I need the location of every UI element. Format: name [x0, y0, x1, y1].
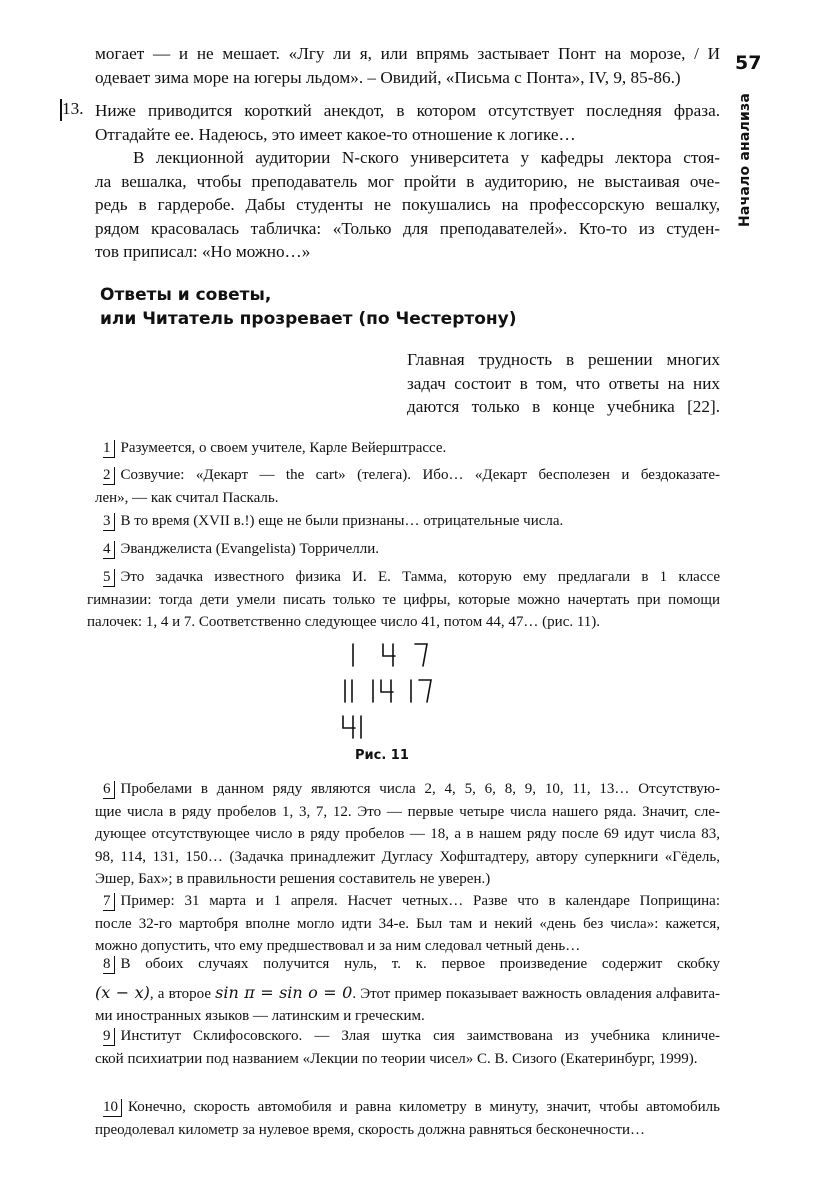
- text-line: [95, 437, 720, 460]
- text-line: [95, 890, 720, 913]
- answer-3: [95, 510, 720, 533]
- text-line: после 32-го мартобря вполне могло идти 34-е. Был там и некий «день без числа»: кажется,: [95, 915, 720, 932]
- figure-caption: Рис. 11: [355, 748, 409, 763]
- answer-6: [95, 778, 720, 891]
- answer-text: Это задачка известного физика И. Е. Тамма, которую ему предлагали в 1 классе: [120, 569, 720, 585]
- answer-9: [95, 1025, 720, 1070]
- text-line: [95, 778, 720, 801]
- problem-13-story: [95, 146, 720, 264]
- answer-8: [95, 953, 720, 1028]
- math-expression: sin π = sin o = 0: [215, 982, 353, 1002]
- text-line: [95, 1025, 720, 1048]
- answer-text: Институт Склифосовского. — Злая шутка сия заимствована из учебника клиниче-: [120, 1028, 720, 1044]
- text-line: [95, 1096, 720, 1119]
- answer-2: [95, 464, 720, 509]
- problem-number: 13.: [62, 99, 84, 118]
- text-line: [95, 982, 720, 1006]
- text-line: 98, 114, 131, 150… (Задачка принадлежит Дугласу Хофштадтеру, автору суперкниги «Гёдель,: [95, 848, 720, 865]
- section-title-line: Ответы и советы,: [100, 285, 272, 305]
- text-line: рядом красовалась табличка: «Только для преподавателей». Кто-то из студен-: [95, 218, 720, 238]
- text-line: лен», — как считал Паскаль.: [95, 489, 279, 506]
- answer-number: 6: [103, 781, 115, 799]
- running-head-text: Начало анализа: [737, 93, 754, 227]
- answer-7: [95, 890, 720, 958]
- answer-text: Пробелами в данном ряду являются числа 2, 4, 5, 6, 8, 9, 10, 11, 13… Отсутствую-: [120, 781, 720, 797]
- answer-10: [95, 1096, 720, 1141]
- answer-text: Пример: 31 марта и 1 апреля. Насчет четных… Разве что в календаре Поприщина:: [120, 893, 720, 909]
- text-line: В лекционной аудитории N-ского университета у кафедры лектора стоя-: [133, 148, 720, 167]
- answer-number: 9: [103, 1028, 115, 1046]
- text-line: гимназии: тогда дети умели писать только те цифры, которые можно начертать при помощи: [87, 591, 720, 608]
- text-line: [95, 538, 720, 561]
- text-line: [95, 566, 720, 589]
- answer-text: Конечно, скорость автомобиля и равна километру в минуту, значит, чтобы автомобиль: [128, 1099, 720, 1115]
- section-title: [100, 283, 517, 331]
- epigraph-line: задач состоит в том, что ответы на них: [407, 373, 720, 393]
- answer-number: 8: [103, 956, 115, 974]
- answer-number: 1: [103, 440, 115, 458]
- running-head: [730, 90, 760, 230]
- section-title-line: или Читатель прозревает (по Честертону): [100, 309, 517, 329]
- text-line: ла вешалка, чтобы преподаватель мог пройти в аудиторию, не выстаивая оче-: [95, 171, 720, 191]
- text-line: [95, 510, 720, 533]
- text-line: дующее отсутствующее число в ряду пробелов — 18, а в нашем ряду после 69 идут числа 83,: [95, 826, 720, 842]
- answer-text: . Этот пример показывает важность овладения алфавита-: [352, 985, 721, 1002]
- page-number: 57: [735, 52, 762, 74]
- epigraph-line: даются только в конце учебника [22].: [407, 397, 720, 416]
- answer-text: Разумеется, о своем учителе, Карле Вейерштрассе.: [120, 440, 447, 456]
- problem-13-text: [95, 99, 720, 146]
- answer-1: [95, 437, 720, 460]
- epigraph: [407, 348, 720, 419]
- text-line: могает — и не мешает. «Лгу ли я, или впрямь застывает Понт на морозе, / И: [95, 44, 720, 63]
- text-line: преодолевал километр за нулевое время, скорость должна равняться бесконечности…: [95, 1121, 646, 1138]
- answer-number: 2: [103, 467, 115, 485]
- answer-number: 5: [103, 569, 115, 587]
- figure-11-stick-numerals: [335, 640, 455, 740]
- answer-number: 10: [103, 1099, 122, 1117]
- answer-4: [95, 538, 720, 561]
- text-line: щие числа в ряду пробелов 1, 3, 7, 12. Это — первые четыре числа нашего ряда. Значит, сле-: [95, 803, 720, 820]
- text-line: [95, 464, 720, 487]
- text-line: палочек: 1, 4 и 7. Соответственно следующее число 41, потом 44, 47… (рис. 11).: [87, 614, 601, 630]
- answer-text: Эванджелиста (Evangelista) Торричелли.: [120, 541, 379, 557]
- text-line: Отгадайте ее. Надеюсь, это имеет какое-то отношение к логике…: [95, 124, 576, 144]
- text-line: тов приписал: «Но можно…»: [95, 242, 311, 261]
- answer-5: [87, 566, 720, 634]
- math-expression: (x − x): [95, 982, 150, 1002]
- text-line: можно допустить, что ему предшествовал и за ним следовал четный день…: [95, 938, 581, 954]
- text-line: Ниже приводится короткий анекдот, в котором отсутствует последняя фраза.: [95, 101, 720, 120]
- text-line: [95, 953, 720, 976]
- text-line: ской психиатрии под названием «Лекции по теории чисел» С. В. Сизого (Екатеринбург, 1999).: [95, 1050, 698, 1067]
- text-line: редь в гардеробе. Дабы студенты не покушались на профессорскую вешалку,: [95, 195, 720, 214]
- answer-text: В то время (XVII в.!) еще не были признаны… отрицательные числа.: [120, 513, 564, 529]
- text-line: ми иностранных языков — латинским и греческим.: [95, 1008, 425, 1024]
- top-paragraph: [95, 42, 720, 89]
- text-line: Эшер, Бах»; в правильности решения составитель не уверен.): [95, 871, 491, 887]
- answer-text: Созвучие: «Декарт — the cart» (телега). Ибо… «Декарт бесполезен и бездоказате-: [120, 467, 720, 483]
- answer-text: , а второе: [149, 985, 216, 1002]
- answer-number: 4: [103, 541, 115, 559]
- answer-text: В обоих случаях получится нуль, т. к. первое произведение содержит скобку: [120, 956, 720, 972]
- text-line: одевает зима море на югеры льдом». – Овидий, «Письма с Понта», IV, 9, 85-86.): [95, 67, 681, 87]
- answer-number: 3: [103, 513, 115, 531]
- answer-number: 7: [103, 893, 115, 911]
- epigraph-line: Главная трудность в решении многих: [407, 350, 720, 369]
